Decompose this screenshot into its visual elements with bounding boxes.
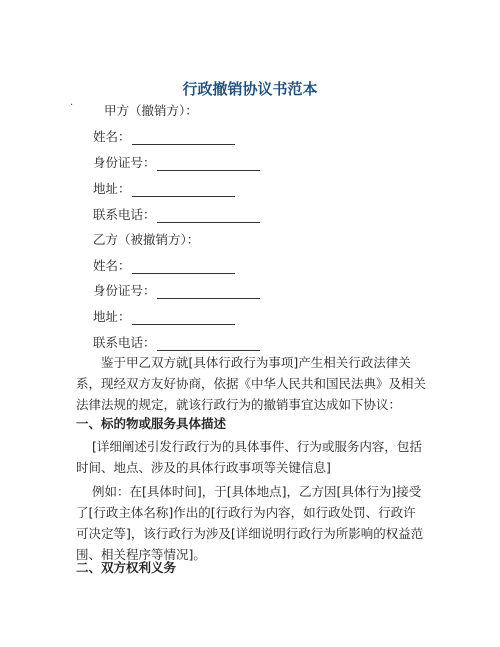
party-a-phone-label: 联系电话：: [93, 207, 156, 222]
intro-paragraph: 鉴于甲乙双方就[具体行政行为事项]产生相关行政法律关系，现经双方友好协商，依据《中华人民共和国民法典》及相关法律法规的规定，就该行政行为的撤销事宜达成如下协议：: [76, 355, 427, 412]
party-b-name-label: 姓名：: [93, 258, 131, 273]
section-1-paragraph-1: [详细阐述引发行政行为的具体事件、行为或服务内容，包括时间、地点、涉及的具体行政事项等关键信息]: [76, 439, 422, 475]
party-a-id-row: [93, 153, 260, 171]
section-1-paragraph-2: 例如：在[具体时间]，于[具体地点]，乙方因[具体行为]接受了[行政主体名称]作出的[行政行为内容，如行政处罚、行政许可决定等]，该行政行为涉及[详细说明行政行为所影响的权益范围、相关程序等情况]。: [76, 484, 424, 562]
party-b-phone-row: [93, 333, 260, 351]
party-b-id-blank[interactable]: [157, 285, 260, 299]
party-a-name-blank[interactable]: [132, 131, 235, 145]
party-a-address-row: [93, 179, 235, 197]
party-b-name-blank[interactable]: [132, 260, 235, 274]
document-title: 行政撤销协议书范本: [182, 80, 318, 98]
party-b-name-row: [93, 256, 235, 274]
party-a-name-row: [93, 127, 235, 145]
party-b-phone-blank[interactable]: [157, 337, 260, 351]
party-b-address-label: 地址：: [93, 309, 131, 324]
bullet-mark: ·: [70, 100, 74, 111]
party-a-heading: 甲方（撤销方）：: [104, 103, 198, 118]
party-a-address-blank[interactable]: [132, 183, 235, 197]
party-b-address-blank[interactable]: [132, 311, 235, 325]
party-a-phone-row: [93, 205, 260, 223]
section-1-heading: 一、标的物或服务具体描述: [76, 416, 227, 431]
party-a-name-label: 姓名：: [93, 129, 131, 144]
party-a-phone-blank[interactable]: [157, 209, 260, 223]
party-a-id-label: 身份证号：: [93, 155, 156, 170]
party-a-address-label: 地址：: [93, 181, 131, 196]
section-2-heading: 二、双方权利义务: [76, 560, 177, 575]
party-b-heading: 乙方（被撤销方）：: [93, 232, 200, 247]
party-b-id-label: 身份证号：: [93, 283, 156, 298]
party-b-id-row: [93, 281, 260, 299]
party-b-address-row: [93, 307, 235, 325]
party-a-id-blank[interactable]: [157, 157, 260, 171]
party-b-phone-label: 联系电话：: [93, 335, 156, 350]
